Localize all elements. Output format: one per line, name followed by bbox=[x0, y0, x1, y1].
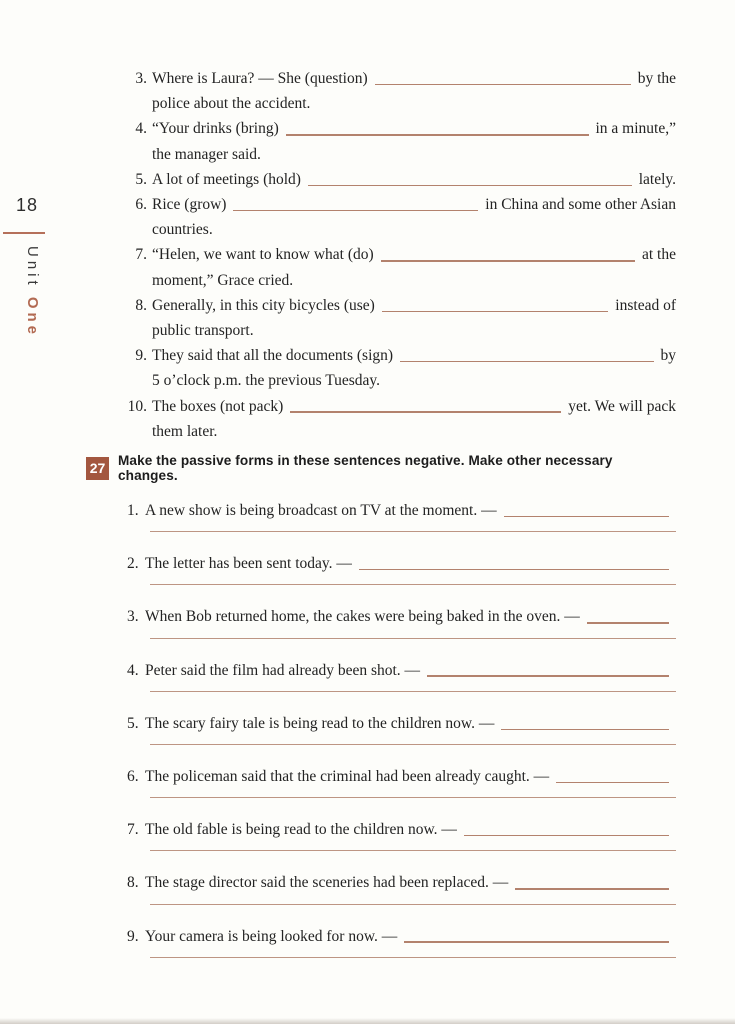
item-text-after: by bbox=[660, 347, 676, 365]
fill-in-item-first-line bbox=[127, 167, 676, 192]
item-text-after: in a minute,” bbox=[595, 120, 676, 138]
answer-blank bbox=[286, 134, 589, 135]
item-tail: them later. bbox=[152, 422, 218, 440]
content-column bbox=[86, 66, 676, 977]
answer-line bbox=[150, 957, 676, 958]
sentence-item bbox=[127, 658, 676, 692]
item-tail: countries. bbox=[152, 221, 213, 239]
fill-in-item bbox=[127, 66, 676, 116]
item-number: 4. bbox=[135, 120, 147, 138]
fill-in-item bbox=[127, 343, 676, 393]
fill-in-item bbox=[127, 192, 676, 242]
item-text-after: by the bbox=[637, 70, 676, 87]
answer-line bbox=[150, 531, 676, 532]
item-number: 9. bbox=[127, 927, 139, 945]
sentence-item bbox=[127, 604, 676, 638]
exercise-number-badge: 27 bbox=[86, 457, 109, 480]
sentence-item bbox=[127, 817, 676, 851]
fill-in-item-first-line bbox=[127, 293, 676, 318]
answer-line bbox=[150, 904, 676, 905]
item-text-before: A lot of meetings (hold) bbox=[152, 170, 301, 188]
item-text-before: “Helen, we want to know what (do) bbox=[152, 246, 374, 264]
item-tail: police about the accident. bbox=[152, 95, 311, 113]
item-text-before: Generally, in this city bicycles (use) bbox=[152, 296, 375, 314]
item-number: 1. bbox=[127, 502, 139, 520]
item-number: 8. bbox=[135, 296, 147, 314]
item-number: 6. bbox=[135, 196, 147, 214]
item-tail: 5 o’clock p.m. the previous Tuesday. bbox=[152, 372, 381, 390]
unit-label-accent: One bbox=[24, 296, 41, 339]
sentence-item bbox=[127, 870, 676, 904]
answer-line bbox=[150, 850, 676, 851]
item-sentence: A new show is being broadcast on TV at the moment. — bbox=[145, 502, 497, 520]
fill-in-item-first-line bbox=[127, 192, 676, 217]
unit-label-word: Unit bbox=[24, 246, 41, 297]
item-number: 2. bbox=[127, 555, 139, 573]
fill-in-item-first-line bbox=[127, 116, 676, 141]
answer-blank bbox=[308, 185, 632, 186]
sentence-item-line bbox=[127, 604, 676, 629]
exercise-instruction: Make the passive forms in these sentences negative. Make other necessary changes. bbox=[118, 453, 613, 484]
unit-label bbox=[24, 246, 41, 338]
margin-rule bbox=[3, 232, 45, 234]
answer-blank bbox=[375, 84, 631, 85]
sentence-item-line bbox=[127, 764, 676, 789]
answer-line bbox=[150, 584, 676, 585]
sentence-item bbox=[127, 764, 676, 798]
item-sentence: The letter has been sent today. — bbox=[145, 555, 352, 573]
answer-blank bbox=[290, 411, 561, 412]
item-text-after: instead of bbox=[615, 296, 676, 314]
sentence-item-line bbox=[127, 817, 676, 842]
answer-blank bbox=[359, 569, 669, 570]
item-sentence: The scary fairy tale is being read to the children now. — bbox=[145, 714, 495, 732]
item-sentence: The policeman said that the criminal had been already caught. — bbox=[145, 768, 550, 786]
sentence-item bbox=[127, 498, 676, 532]
fill-in-item bbox=[127, 167, 676, 192]
item-text-after: at the bbox=[642, 246, 676, 264]
sentence-item bbox=[127, 924, 676, 958]
fill-in-item-first-line bbox=[127, 66, 676, 91]
page-scan-edge bbox=[0, 1018, 735, 1024]
answer-blank bbox=[382, 311, 608, 312]
sentence-item-line bbox=[127, 711, 676, 736]
item-number: 3. bbox=[135, 70, 147, 87]
item-text-after: yet. We will pack bbox=[568, 397, 676, 415]
answer-blank bbox=[501, 729, 669, 730]
fill-in-item bbox=[127, 242, 676, 292]
answer-line bbox=[150, 797, 676, 798]
answer-blank bbox=[404, 941, 669, 942]
item-text-before: Rice (grow) bbox=[152, 196, 227, 214]
item-sentence: When Bob returned home, the cakes were being baked in the oven. — bbox=[145, 608, 580, 626]
sentence-item bbox=[127, 711, 676, 745]
answer-blank bbox=[587, 622, 669, 623]
answer-blank bbox=[515, 888, 669, 889]
answer-line bbox=[150, 691, 676, 692]
item-text-before: Where is Laura? — She (question) bbox=[152, 70, 368, 87]
answer-line bbox=[150, 638, 676, 639]
fill-in-item-first-line bbox=[127, 394, 676, 419]
item-text-after: lately. bbox=[638, 170, 676, 188]
answer-blank bbox=[464, 835, 669, 836]
item-text-before: The boxes (not pack) bbox=[152, 397, 284, 415]
answer-blank bbox=[400, 361, 653, 362]
item-number: 7. bbox=[135, 246, 147, 264]
answer-blank bbox=[504, 516, 669, 517]
sentence-item-line bbox=[127, 551, 676, 576]
item-number: 5. bbox=[127, 714, 139, 732]
item-number: 4. bbox=[127, 661, 139, 679]
sentence-item-line bbox=[127, 924, 676, 949]
item-number: 7. bbox=[127, 821, 139, 839]
fill-in-item bbox=[127, 293, 676, 343]
fill-in-item bbox=[127, 116, 676, 166]
answer-blank bbox=[381, 260, 635, 261]
item-text-after: in China and some other Asian bbox=[485, 196, 676, 214]
item-number: 5. bbox=[135, 170, 147, 188]
page-number: 18 bbox=[16, 195, 39, 215]
sentence-item bbox=[127, 551, 676, 585]
item-sentence: The old fable is being read to the children now. — bbox=[145, 821, 457, 839]
item-sentence: The stage director said the sceneries had been replaced. — bbox=[145, 874, 509, 892]
item-number: 6. bbox=[127, 768, 139, 786]
fill-in-item bbox=[127, 394, 676, 444]
answer-blank bbox=[233, 210, 478, 211]
item-number: 10. bbox=[127, 397, 147, 415]
fill-in-item-first-line bbox=[127, 242, 676, 267]
item-tail: public transport. bbox=[152, 322, 254, 340]
item-tail: moment,” Grace cried. bbox=[152, 271, 294, 289]
item-number: 3. bbox=[127, 608, 139, 626]
answer-blank bbox=[427, 675, 669, 676]
sentence-item-line bbox=[127, 870, 676, 895]
exercise-27-header bbox=[86, 453, 676, 483]
sentence-item-line bbox=[127, 658, 676, 683]
exercise-continuation-list bbox=[127, 66, 676, 444]
item-number: 8. bbox=[127, 874, 139, 892]
item-sentence: Peter said the film had already been shot. — bbox=[145, 661, 421, 679]
fill-in-item-first-line bbox=[127, 343, 676, 368]
item-text-before: “Your drinks (bring) bbox=[152, 120, 279, 138]
sentence-item-line bbox=[127, 498, 676, 523]
exercise-27-list bbox=[127, 498, 676, 958]
answer-blank bbox=[556, 782, 669, 783]
item-text-before: They said that all the documents (sign) bbox=[152, 347, 394, 365]
item-tail: the manager said. bbox=[152, 145, 261, 163]
item-number: 9. bbox=[135, 347, 147, 365]
item-sentence: Your camera is being looked for now. — bbox=[145, 927, 398, 945]
answer-line bbox=[150, 744, 676, 745]
